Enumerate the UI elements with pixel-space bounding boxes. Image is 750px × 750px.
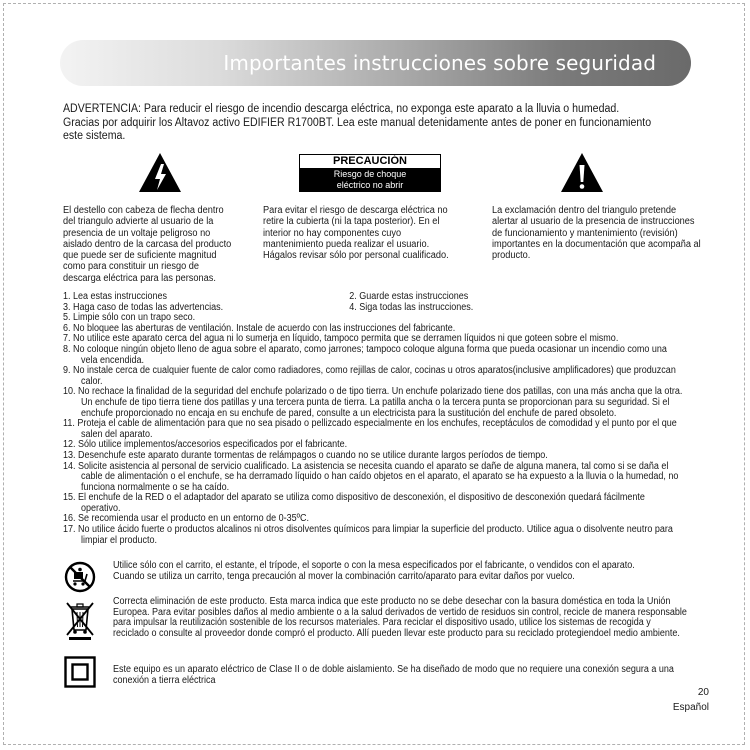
- list-item: 1. Lea estas instrucciones: [63, 291, 168, 302]
- lightning-explanation: [63, 205, 238, 284]
- list-item: 14. Solicite asistencia al personal de servicio cualificado. La asistencia se necesita cuando el aparato se dañe de alguna manera, tal como si se daña el cable de alimentación o el enchufe, se ha derramado líquido o han caído objetos en el aparato, el aparato se ha expuesto a la lluvia o la humedad, no funciona normalmente o se ha caído.: [63, 460, 679, 493]
- caution-body: [300, 168, 440, 191]
- instructions-list: [63, 292, 684, 546]
- list-item: 15. El enchufe de la RED o el adaptador del aparato se utiliza como dispositivo de desconexión, el dispositivo de desconexión quedará fácilmente operativo.: [63, 492, 645, 514]
- list-item: 6. No bloquee las aberturas de ventilación. Instale de acuerdo con las instrucciones del fabricante.: [63, 322, 456, 334]
- weee-note: [113, 597, 689, 639]
- list-item: 17. No utilice ácido fuerte o productos alcalinos ni otros disolventes químicos para limpiar la superficie del producto. Utilice agua o disolvente neutro para limpiar el producto.: [63, 524, 673, 546]
- page-title: Importantes instrucciones sobre seguridad: [223, 51, 656, 75]
- caution-line-2: eléctrico no abrir: [336, 180, 404, 190]
- list-item: 13. Desenchufe este aparato durante tormentas de relámpagos o cuando no se utilice durante largos períodos de tiempo.: [63, 449, 548, 461]
- cart-note-line-2: Cuando se utiliza un carrito, tenga precaución al mover la combinación carrito/aparato para evitar daños por vuelco.: [113, 570, 575, 582]
- list-item: 16. Se recomienda usar el producto en un entorno de 0-35ºC.: [63, 513, 309, 525]
- caution-title: PRECAUCIÓN: [300, 155, 440, 168]
- list-item: 3. Haga caso de todas las advertencias.: [63, 301, 224, 313]
- crossed-out-bin-icon: [64, 600, 96, 640]
- intro-text: [63, 103, 652, 144]
- caution-line-1: Riesgo de choque: [333, 169, 407, 179]
- weee-note-text: Correcta eliminación de este producto. Esta marca indica que este producto no se debe desechar con la basura doméstica en toda la Unión Europea. Para evitar posibles daños al medio ambiente o a la salud derivados de vertido de residuos sin control, recicle de manera responsable para impulsar la reutilización sostenible de los recursos materiales. Para reciclar el dispositivo usado, utilice los sistemas de recogida y reciclado o consulte al proveedor donde compró el producto. Allí pueden llevar este producto para su reciclado protegiendoel medio ambiente.: [113, 596, 687, 639]
- list-item: 9. No instale cerca de cualquier fuente de calor como radiadores, como rejillas de calor, cocinas u otros aparatos(inclusive amplificadores) que produzcan calor.: [63, 365, 676, 387]
- exclamation-explanation-text: La exclamación dentro del triangulo pretende alertar al usuario de la presencia de instrucciones de funcionamiento y mantenimiento (revisión) importantes en la documentación que acompaña al producto.: [492, 205, 701, 262]
- electric-shock-warning-icon: [138, 152, 182, 193]
- cart-note-line-1: Utilice sólo con el carrito, el estante, el trípode, el soporte o con la mesa especificados por el fabricante, o vendidos con el aparato.: [113, 560, 635, 571]
- cart-note: [113, 561, 689, 582]
- class-ii-double-insulation-icon: [64, 656, 96, 688]
- cart-tip-over-icon: [64, 561, 96, 593]
- warning-text: ADVERTENCIA: Para reducir el riesgo de incendio descarga eléctrica, no exponga este aparato a la lluvia o humedad.: [63, 103, 620, 115]
- list-item: 12. Sólo utilice implementos/accesorios especificados por el fabricante.: [63, 439, 348, 451]
- list-item: 8. No coloque ningún objeto lleno de agua sobre el aparato, como jarrones; tampoco coloque alguna forma que pueda ocasionar un incendio como una vela encendida.: [63, 343, 667, 366]
- language-label: Español: [672, 702, 709, 713]
- cover-explanation: [263, 205, 461, 261]
- list-item: 7. No utilice este aparato cerca del agua ni lo sumerja en líquido, tampoco permita que se derramen líquidos ni que goteen sobre el mismo.: [63, 333, 619, 345]
- class-ii-note: [113, 665, 689, 686]
- class-ii-note-text: Este equipo es un aparato eléctrico de Clase II o de doble aislamiento. Se ha diseñado de modo que no requiere una conexión segura a una conexión a tierra eléctrica: [113, 664, 674, 686]
- list-item: 10. No rechace la finalidad de la seguridad del enchufe polarizado o de tipo tierra. Un enchufe polarizado tiene dos patillas, con una más ancha que la otra. Un enchufe de tipo tierra tiene dos patillas y una tercera punta de tierra. La patilla ancha o la tercera punta se proporcionan para su seguridad. Si el enchufe proporcionado no encaja en su enchufe de pared, consulte a un electricista para la sustitución del enchufe de pared obsoleto.: [63, 386, 683, 419]
- instructions-row-1: [63, 292, 684, 303]
- page-number: 20: [697, 687, 709, 698]
- cover-explanation-text: Para evitar el riesgo de descarga eléctrica no retire la cubierta (ni la tapa posterior). En el interior no hay componentes cuyo mantenimiento pueda realizar el usuario. Hágalos revisar sólo por personal cualificado.: [263, 205, 449, 262]
- list-item: 11. Proteja el cable de alimentación para que no sea pisado o pellizcado especialmente en los enchufes, receptáculos de comodidad y el punto por el que salen del aparato.: [63, 418, 677, 440]
- list-item: 2. Guarde estas instrucciones: [349, 291, 469, 302]
- thanks-text: Gracias por adquirir los Altavoz activo EDIFIER R1700BT. Lea este manual detenidamente antes de poner en funcionamiento este sistema.: [63, 116, 652, 142]
- exclamation-warning-icon: [560, 152, 604, 193]
- lightning-explanation-text: El destello con cabeza de flecha dentro del triangulo advierte al usuario de la presencia de un voltaje peligroso no aislado dentro de la carcasa del producto que puede ser de suficiente magnitud como para constituir un riesgo de descarga eléctrica para las personas.: [63, 205, 232, 284]
- caution-label: [299, 154, 441, 192]
- list-item: 4. Siga todas las instrucciones.: [349, 301, 474, 313]
- list-item: 5. Limpie sólo con un trapo seco.: [63, 312, 196, 324]
- exclamation-explanation: [492, 205, 702, 261]
- title-banner: [60, 40, 691, 86]
